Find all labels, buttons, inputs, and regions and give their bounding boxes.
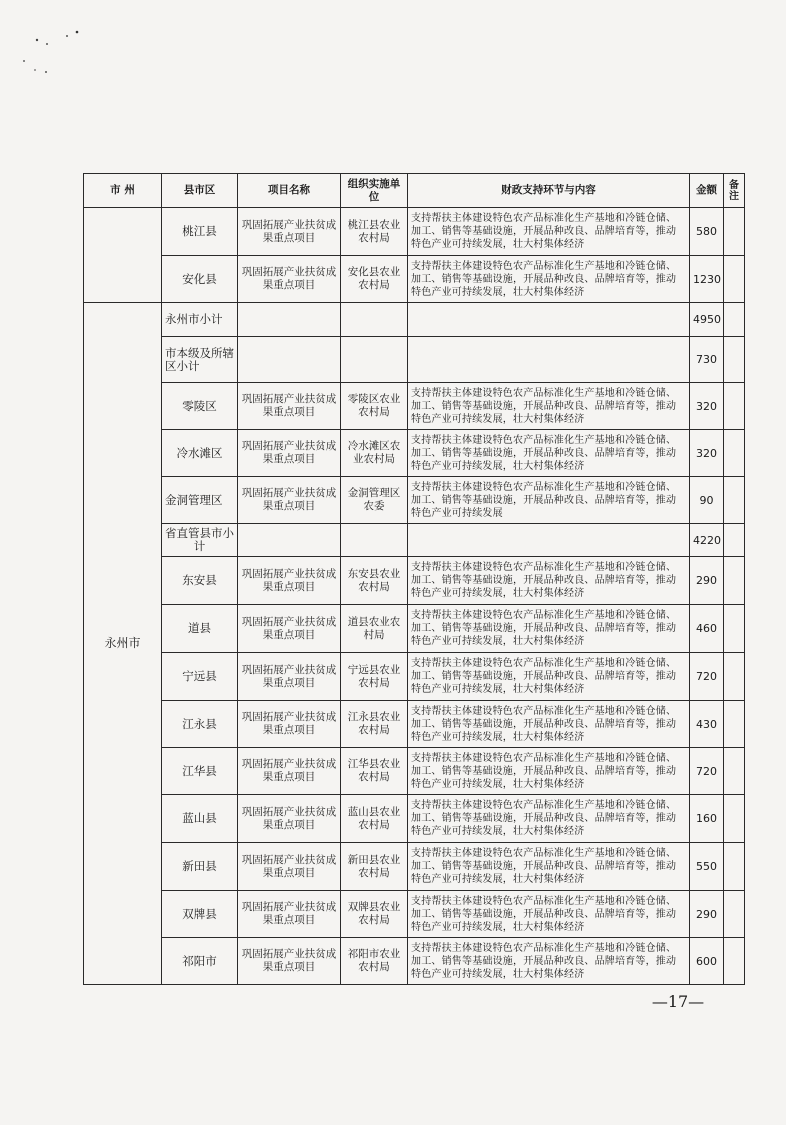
amount-cell: 90: [690, 477, 724, 524]
org-cell: 双牌县农业农村局: [341, 891, 408, 938]
note-cell: [724, 430, 745, 477]
org-cell: 桃江县农业农村局: [341, 208, 408, 256]
col-header-note: 备注: [724, 174, 745, 208]
note-cell: [724, 208, 745, 256]
project-cell: 巩固拓展产业扶贫成果重点项目: [238, 891, 341, 938]
county-cell: 市本级及所辖区小计: [162, 337, 238, 383]
table-row: [84, 256, 745, 303]
note-cell: [724, 843, 745, 891]
col-header-county: 县市区: [162, 174, 238, 208]
note-cell: [724, 256, 745, 303]
note-cell: [724, 557, 745, 605]
desc-cell: 支持帮扶主体建设特色农产品标准化生产基地和冷链仓储、加工、销售等基础设施，开展品种改良、品牌培育等，推动特色产业可持续发展，壮大村集体经济: [408, 605, 690, 653]
table-row: [84, 701, 745, 748]
county-cell: 金洞管理区: [162, 477, 238, 524]
col-header-amount: 金额: [690, 174, 724, 208]
desc-cell: 支持帮扶主体建设特色农产品标准化生产基地和冷链仓储、加工、销售等基础设施，开展品种改良、品牌培育等，推动特色产业可持续发展，壮大村集体经济: [408, 701, 690, 748]
county-cell: 省直管县市小计: [162, 524, 238, 557]
desc-cell: 支持帮扶主体建设特色农产品标准化生产基地和冷链仓储、加工、销售等基础设施，开展品种改良、品牌培育等，推动特色产业可持续发展，壮大村集体经济: [408, 843, 690, 891]
note-cell: [724, 938, 745, 985]
amount-cell: 550: [690, 843, 724, 891]
table-row: [84, 477, 745, 524]
table-row: [84, 383, 745, 430]
county-cell: 零陵区: [162, 383, 238, 430]
table-row: [84, 891, 745, 938]
amount-cell: 580: [690, 208, 724, 256]
org-cell: 安化县农业农村局: [341, 256, 408, 303]
county-cell: 祁阳市: [162, 938, 238, 985]
desc-cell: 支持帮扶主体建设特色农产品标准化生产基地和冷链仓储、加工、销售等基础设施，开展品种改良、品牌培育等，推动特色产业可持续发展，壮大村集体经济: [408, 557, 690, 605]
county-cell: 道县: [162, 605, 238, 653]
city-cell: [84, 208, 162, 303]
county-cell: 安化县: [162, 256, 238, 303]
desc-cell: 支持帮扶主体建设特色农产品标准化生产基地和冷链仓储、加工、销售等基础设施，开展品种改良、品牌培育等，推动特色产业可持续发展: [408, 477, 690, 524]
desc-cell: 支持帮扶主体建设特色农产品标准化生产基地和冷链仓储、加工、销售等基础设施，开展品种改良、品牌培育等，推动特色产业可持续发展，壮大村集体经济: [408, 383, 690, 430]
desc-cell: 支持帮扶主体建设特色农产品标准化生产基地和冷链仓储、加工、销售等基础设施，开展品种改良、品牌培育等，推动特色产业可持续发展，壮大村集体经济: [408, 795, 690, 843]
project-cell: 巩固拓展产业扶贫成果重点项目: [238, 383, 341, 430]
project-cell: 巩固拓展产业扶贫成果重点项目: [238, 748, 341, 795]
col-header-city: 市 州: [84, 174, 162, 208]
project-cell: 巩固拓展产业扶贫成果重点项目: [238, 208, 341, 256]
table-row: [84, 337, 745, 383]
table-row: [84, 748, 745, 795]
org-cell: [341, 303, 408, 337]
amount-cell: 290: [690, 891, 724, 938]
desc-cell: 支持帮扶主体建设特色农产品标准化生产基地和冷链仓储、加工、销售等基础设施，开展品种改良、品牌培育等，推动特色产业可持续发展，壮大村集体经济: [408, 891, 690, 938]
col-header-org: 组织实施单位: [341, 174, 408, 208]
desc-cell: [408, 337, 690, 383]
table-row: [84, 208, 745, 256]
amount-cell: 720: [690, 653, 724, 701]
org-cell: [341, 337, 408, 383]
county-cell: 桃江县: [162, 208, 238, 256]
county-cell: 江华县: [162, 748, 238, 795]
project-cell: 巩固拓展产业扶贫成果重点项目: [238, 477, 341, 524]
org-cell: 宁远县农业农村局: [341, 653, 408, 701]
amount-cell: 460: [690, 605, 724, 653]
scan-specks: [0, 0, 786, 160]
county-cell: 蓝山县: [162, 795, 238, 843]
project-cell: [238, 303, 341, 337]
project-cell: 巩固拓展产业扶贫成果重点项目: [238, 557, 341, 605]
project-cell: [238, 524, 341, 557]
amount-cell: 1230: [690, 256, 724, 303]
note-cell: [724, 383, 745, 430]
desc-cell: 支持帮扶主体建设特色农产品标准化生产基地和冷链仓储、加工、销售等基础设施，开展品种改良、品牌培育等，推动特色产业可持续发展，壮大村集体经济: [408, 653, 690, 701]
amount-cell: 430: [690, 701, 724, 748]
amount-cell: 4950: [690, 303, 724, 337]
project-cell: [238, 337, 341, 383]
county-cell: 江永县: [162, 701, 238, 748]
amount-cell: 290: [690, 557, 724, 605]
desc-cell: 支持帮扶主体建设特色农产品标准化生产基地和冷链仓储、加工、销售等基础设施，开展品种改良、品牌培育等，推动特色产业可持续发展，壮大村集体经济: [408, 256, 690, 303]
table-row: [84, 653, 745, 701]
project-cell: 巩固拓展产业扶贫成果重点项目: [238, 430, 341, 477]
org-cell: 新田县农业农村局: [341, 843, 408, 891]
project-cell: 巩固拓展产业扶贫成果重点项目: [238, 653, 341, 701]
org-cell: 零陵区农业农村局: [341, 383, 408, 430]
amount-cell: 730: [690, 337, 724, 383]
org-cell: 祁阳市农业农村局: [341, 938, 408, 985]
project-cell: 巩固拓展产业扶贫成果重点项目: [238, 843, 341, 891]
desc-cell: 支持帮扶主体建设特色农产品标准化生产基地和冷链仓储、加工、销售等基础设施，开展品种改良、品牌培育等，推动特色产业可持续发展，壮大村集体经济: [408, 208, 690, 256]
table-row: [84, 843, 745, 891]
org-cell: 道县农业农村局: [341, 605, 408, 653]
desc-cell: [408, 524, 690, 557]
desc-cell: 支持帮扶主体建设特色农产品标准化生产基地和冷链仓储、加工、销售等基础设施，开展品种改良、品牌培育等，推动特色产业可持续发展，壮大村集体经济: [408, 430, 690, 477]
amount-cell: 160: [690, 795, 724, 843]
funding-table: [83, 173, 745, 985]
table-row: [84, 557, 745, 605]
note-cell: [724, 795, 745, 843]
note-cell: [724, 701, 745, 748]
amount-cell: 320: [690, 430, 724, 477]
table-row: [84, 524, 745, 557]
note-cell: [724, 337, 745, 383]
note-cell: [724, 477, 745, 524]
col-header-project: 项目名称: [238, 174, 341, 208]
org-cell: 江永县农业农村局: [341, 701, 408, 748]
org-cell: 江华县农业农村局: [341, 748, 408, 795]
city-cell: 永州市: [84, 303, 162, 985]
county-cell: 冷水滩区: [162, 430, 238, 477]
org-cell: 金洞管理区农委: [341, 477, 408, 524]
desc-cell: 支持帮扶主体建设特色农产品标准化生产基地和冷链仓储、加工、销售等基础设施，开展品种改良、品牌培育等，推动特色产业可持续发展，壮大村集体经济: [408, 938, 690, 985]
org-cell: 冷水滩区农业农村局: [341, 430, 408, 477]
note-cell: [724, 653, 745, 701]
amount-cell: 600: [690, 938, 724, 985]
county-cell: 东安县: [162, 557, 238, 605]
note-cell: [724, 605, 745, 653]
org-cell: 蓝山县农业农村局: [341, 795, 408, 843]
amount-cell: 4220: [690, 524, 724, 557]
note-cell: [724, 891, 745, 938]
note-cell: [724, 524, 745, 557]
table-row: [84, 303, 745, 337]
amount-cell: 720: [690, 748, 724, 795]
county-cell: 宁远县: [162, 653, 238, 701]
table-row: [84, 795, 745, 843]
col-header-content: 财政支持环节与内容: [408, 174, 690, 208]
table-row: [84, 938, 745, 985]
county-cell: 双牌县: [162, 891, 238, 938]
note-cell: [724, 748, 745, 795]
project-cell: 巩固拓展产业扶贫成果重点项目: [238, 938, 341, 985]
table-row: [84, 605, 745, 653]
county-cell: 新田县: [162, 843, 238, 891]
org-cell: 东安县农业农村局: [341, 557, 408, 605]
project-cell: 巩固拓展产业扶贫成果重点项目: [238, 795, 341, 843]
project-cell: 巩固拓展产业扶贫成果重点项目: [238, 701, 341, 748]
amount-cell: 320: [690, 383, 724, 430]
project-cell: 巩固拓展产业扶贫成果重点项目: [238, 256, 341, 303]
page-number: —17—: [651, 992, 705, 1011]
note-cell: [724, 303, 745, 337]
org-cell: [341, 524, 408, 557]
desc-cell: 支持帮扶主体建设特色农产品标准化生产基地和冷链仓储、加工、销售等基础设施，开展品种改良、品牌培育等，推动特色产业可持续发展，壮大村集体经济: [408, 748, 690, 795]
table-row: [84, 430, 745, 477]
desc-cell: [408, 303, 690, 337]
county-cell: 永州市小计: [162, 303, 238, 337]
header-row: [84, 174, 745, 208]
project-cell: 巩固拓展产业扶贫成果重点项目: [238, 605, 341, 653]
